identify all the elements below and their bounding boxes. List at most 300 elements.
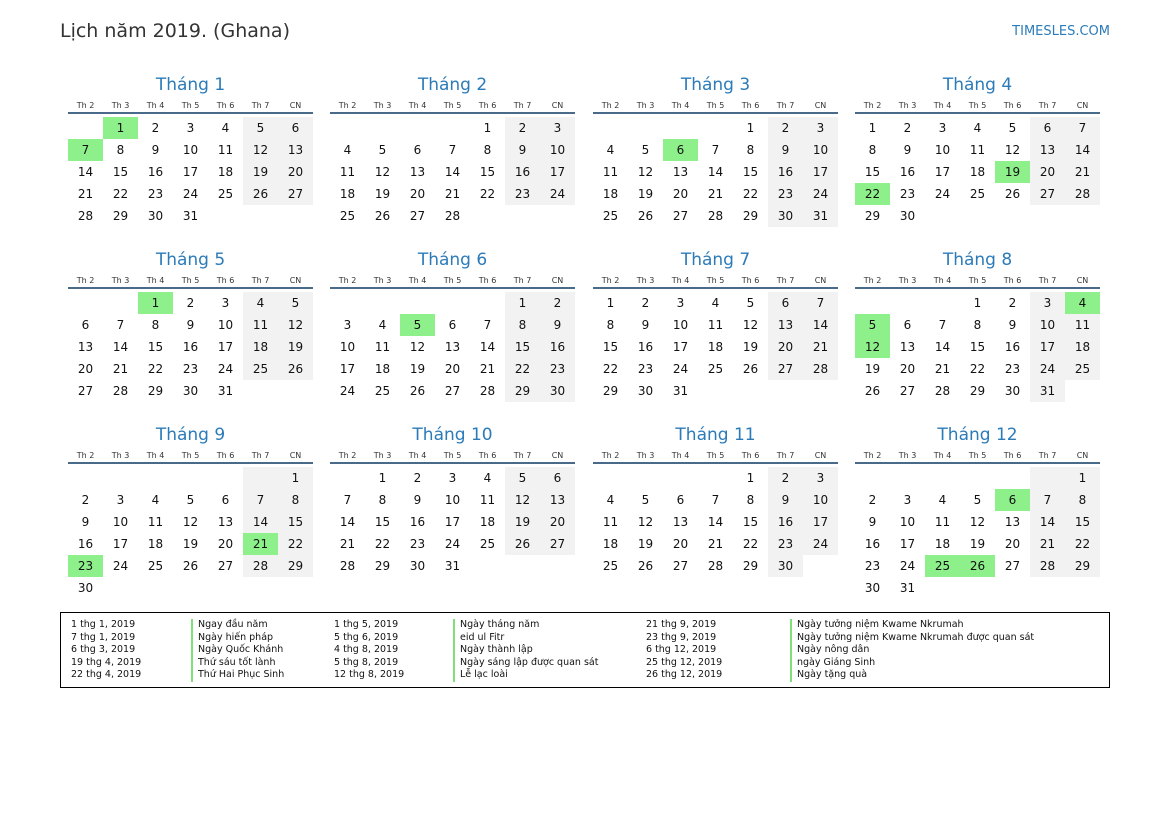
day-cell: 2: [641, 296, 650, 310]
day-cell: 2: [151, 121, 160, 135]
day-cell: 26: [864, 384, 881, 398]
day-grid: [68, 117, 313, 227]
day-cell: 23: [768, 183, 803, 205]
day-cell: 8: [868, 143, 877, 157]
month-title: Tháng 3: [680, 75, 751, 95]
day-cell: 10: [672, 318, 689, 332]
weekday-label: CN: [551, 450, 564, 460]
day-cell: 25: [479, 537, 496, 551]
weekday-label: Th 7: [513, 450, 532, 460]
day-cell: 4: [221, 121, 230, 135]
weekday-label: Th 6: [478, 275, 497, 285]
month-title: Tháng 12: [937, 425, 1018, 445]
day-cell: 7: [343, 493, 352, 507]
legend-date: 26 thg 12, 2019: [646, 669, 723, 680]
month-8: [855, 249, 1100, 402]
day-cell: 20: [672, 537, 689, 551]
day-cell: 12: [278, 314, 313, 336]
day-cell: 19: [409, 362, 426, 376]
day-cell: 18: [374, 362, 391, 376]
day-cell: 29: [742, 209, 759, 223]
weekday-label: Th 3: [111, 100, 130, 110]
day-cell: 11: [934, 515, 951, 529]
months-container: [68, 74, 1102, 614]
day-cell: 15: [1065, 511, 1100, 533]
day-cell: 28: [479, 384, 496, 398]
day-cell: 25: [217, 187, 234, 201]
legend-holiday-name: Ngày thành lập: [453, 644, 598, 657]
holiday-day-cell: 1: [103, 117, 138, 139]
day-cell: 2: [868, 493, 877, 507]
day-cell: 17: [112, 537, 129, 551]
day-cell: 10: [803, 489, 838, 511]
day-cell: 24: [182, 187, 199, 201]
day-cell: 2: [81, 493, 90, 507]
day-cell: 27: [672, 209, 689, 223]
legend-date: 12 thg 8, 2019: [334, 669, 405, 680]
holiday-day-cell: 19: [995, 161, 1030, 183]
day-cell: 8: [973, 318, 982, 332]
weekday-label: Th 5: [181, 100, 200, 110]
legend-holiday-name: Thứ Hai Phục Sinh: [191, 669, 284, 682]
day-cell: 5: [186, 493, 195, 507]
day-cell: 5: [1008, 121, 1017, 135]
weekday-header: [330, 273, 575, 289]
day-cell: 25: [339, 209, 356, 223]
day-cell: 15: [742, 515, 759, 529]
day-cell: 28: [803, 358, 838, 380]
day-cell: 1: [868, 121, 877, 135]
day-cell: 6: [81, 318, 90, 332]
day-cell: 20: [768, 336, 803, 358]
day-grid: [855, 117, 1100, 227]
day-cell: 30: [637, 384, 654, 398]
day-cell: 12: [1004, 143, 1021, 157]
day-cell: 15: [479, 165, 496, 179]
day-cell: 15: [602, 340, 619, 354]
day-cell: 28: [707, 209, 724, 223]
day-cell: 12: [637, 515, 654, 529]
day-cell: 17: [217, 340, 234, 354]
day-cell: 29: [969, 384, 986, 398]
day-cell: 19: [182, 537, 199, 551]
holiday-day-cell: 4: [1065, 292, 1100, 314]
weekday-label: Th 7: [776, 275, 795, 285]
weekday-label: CN: [1076, 100, 1089, 110]
weekday-header: [330, 448, 575, 464]
legend-date: 21 thg 9, 2019: [646, 619, 717, 630]
day-cell: 25: [602, 559, 619, 573]
day-cell: 19: [742, 340, 759, 354]
day-cell: 14: [77, 165, 94, 179]
day-cell: 25: [969, 187, 986, 201]
day-cell: 25: [243, 358, 278, 380]
day-cell: 4: [938, 493, 947, 507]
day-cell: 25: [707, 362, 724, 376]
day-cell: 30: [899, 209, 916, 223]
day-cell: 24: [803, 533, 838, 555]
day-cell: 16: [1004, 340, 1021, 354]
day-cell: 7: [1065, 117, 1100, 139]
empty-cell: [925, 292, 960, 314]
day-cell: 5: [278, 292, 313, 314]
weekday-label: CN: [814, 100, 827, 110]
empty-cell: [68, 467, 103, 489]
legend-holiday-name: Ngày hiến pháp: [191, 632, 284, 645]
empty-cell: [628, 467, 663, 489]
day-cell: 6: [1030, 117, 1065, 139]
day-cell: 14: [803, 314, 838, 336]
day-cell: 14: [1030, 511, 1065, 533]
day-cell: 22: [602, 362, 619, 376]
day-cell: 21: [112, 362, 129, 376]
day-cell: 4: [378, 318, 387, 332]
day-cell: 14: [707, 515, 724, 529]
day-cell: 4: [151, 493, 160, 507]
day-cell: 16: [182, 340, 199, 354]
weekday-label: CN: [814, 275, 827, 285]
weekday-label: Th 3: [898, 450, 917, 460]
day-cell: 5: [641, 493, 650, 507]
day-cell: 11: [479, 493, 496, 507]
day-cell: 31: [803, 205, 838, 227]
day-cell: 30: [768, 555, 803, 577]
day-cell: 29: [112, 209, 129, 223]
day-cell: 6: [278, 117, 313, 139]
day-cell: 18: [339, 187, 356, 201]
day-grid: [855, 467, 1100, 599]
day-cell: 8: [116, 143, 125, 157]
day-grid: [593, 467, 838, 577]
day-cell: 27: [444, 384, 461, 398]
weekday-label: Th 4: [408, 450, 427, 460]
day-cell: 11: [1065, 314, 1100, 336]
day-cell: 16: [409, 515, 426, 529]
day-cell: 7: [243, 489, 278, 511]
day-cell: 22: [374, 537, 391, 551]
day-cell: 5: [973, 493, 982, 507]
day-cell: 31: [217, 384, 234, 398]
day-cell: 22: [742, 187, 759, 201]
day-cell: 13: [672, 515, 689, 529]
day-cell: 9: [505, 139, 540, 161]
day-grid: [855, 292, 1100, 402]
day-cell: 7: [483, 318, 492, 332]
weekday-label: Th 4: [933, 100, 952, 110]
day-cell: 18: [147, 537, 164, 551]
day-cell: 19: [969, 537, 986, 551]
weekday-label: Th 4: [671, 450, 690, 460]
day-cell: 15: [147, 340, 164, 354]
day-cell: 22: [969, 362, 986, 376]
day-cell: 16: [768, 161, 803, 183]
weekday-label: Th 6: [741, 450, 760, 460]
day-cell: 12: [374, 165, 391, 179]
day-cell: 19: [637, 187, 654, 201]
day-cell: 24: [803, 183, 838, 205]
day-cell: 3: [676, 296, 685, 310]
weekday-label: Th 3: [111, 275, 130, 285]
day-cell: 14: [112, 340, 129, 354]
day-cell: 27: [672, 559, 689, 573]
day-cell: 3: [221, 296, 230, 310]
day-cell: 21: [444, 187, 461, 201]
day-cell: 4: [483, 471, 492, 485]
weekday-label: Th 2: [76, 450, 95, 460]
weekday-label: Th 4: [671, 275, 690, 285]
holiday-day-cell: 1: [138, 292, 173, 314]
empty-cell: [593, 117, 628, 139]
weekday-label: Th 5: [968, 275, 987, 285]
day-cell: 2: [1008, 296, 1017, 310]
holiday-day-cell: 6: [995, 489, 1030, 511]
weekday-label: Th 7: [251, 275, 270, 285]
weekday-label: CN: [1076, 450, 1089, 460]
day-cell: 19: [864, 362, 881, 376]
day-cell: 1: [746, 121, 755, 135]
day-cell: 4: [973, 121, 982, 135]
day-cell: 17: [934, 165, 951, 179]
day-cell: 25: [147, 559, 164, 573]
day-cell: 9: [540, 314, 575, 336]
month-10: [330, 424, 575, 577]
empty-cell: [995, 467, 1030, 489]
weekday-label: Th 5: [181, 275, 200, 285]
legend-date: 1 thg 5, 2019: [334, 619, 399, 630]
weekday-label: Th 3: [373, 450, 392, 460]
day-cell: 2: [505, 117, 540, 139]
day-cell: 18: [707, 340, 724, 354]
day-cell: 13: [217, 515, 234, 529]
day-grid: [68, 467, 313, 599]
empty-cell: [330, 292, 365, 314]
day-cell: 27: [540, 533, 575, 555]
month-title: Tháng 1: [155, 75, 226, 95]
empty-cell: [330, 117, 365, 139]
weekday-label: Th 4: [671, 100, 690, 110]
day-cell: 3: [448, 471, 457, 485]
month-6: [330, 249, 575, 402]
weekday-label: Th 2: [601, 100, 620, 110]
day-cell: 26: [182, 559, 199, 573]
weekday-label: Th 3: [373, 275, 392, 285]
day-cell: 3: [186, 121, 195, 135]
day-cell: 22: [278, 533, 313, 555]
day-cell: 13: [899, 340, 916, 354]
day-cell: 9: [1008, 318, 1017, 332]
day-cell: 12: [742, 318, 759, 332]
month-title: Tháng 5: [155, 250, 226, 270]
day-cell: 26: [637, 209, 654, 223]
day-cell: 6: [540, 467, 575, 489]
day-cell: 4: [711, 296, 720, 310]
weekday-label: Th 3: [636, 275, 655, 285]
legend-holiday-name: Ngày sáng lập được quan sát: [453, 657, 598, 670]
day-cell: 21: [934, 362, 951, 376]
day-cell: 9: [641, 318, 650, 332]
weekday-label: CN: [289, 275, 302, 285]
month-title: Tháng 8: [942, 250, 1013, 270]
day-cell: 16: [505, 161, 540, 183]
day-cell: 15: [505, 336, 540, 358]
day-cell: 19: [637, 537, 654, 551]
day-cell: 14: [707, 165, 724, 179]
day-cell: 23: [768, 533, 803, 555]
weekday-label: Th 5: [968, 100, 987, 110]
weekday-label: Th 2: [338, 100, 357, 110]
holiday-day-cell: 6: [663, 139, 698, 161]
day-cell: 24: [444, 537, 461, 551]
empty-cell: [400, 117, 435, 139]
empty-cell: [365, 117, 400, 139]
weekday-header: [855, 448, 1100, 464]
weekday-header: [330, 98, 575, 114]
weekday-label: Th 3: [111, 450, 130, 460]
legend-date: 1 thg 1, 2019: [71, 619, 136, 630]
day-cell: 29: [147, 384, 164, 398]
day-cell: 13: [672, 165, 689, 179]
day-cell: 23: [182, 362, 199, 376]
day-cell: 2: [186, 296, 195, 310]
month-2: [330, 74, 575, 227]
day-cell: 13: [540, 489, 575, 511]
day-cell: 2: [413, 471, 422, 485]
weekday-label: Th 3: [373, 100, 392, 110]
day-cell: 14: [1065, 139, 1100, 161]
holiday-day-cell: 5: [400, 314, 435, 336]
day-cell: 29: [864, 209, 881, 223]
legend-date: 6 thg 3, 2019: [71, 644, 136, 655]
day-cell: 7: [711, 143, 720, 157]
day-cell: 30: [540, 380, 575, 402]
weekday-label: Th 7: [251, 100, 270, 110]
legend-names-col-2: [453, 619, 598, 682]
weekday-header: [593, 273, 838, 289]
legend-holiday-name: Ngày tháng năm: [453, 619, 598, 632]
day-cell: 20: [1004, 537, 1021, 551]
day-cell: 20: [217, 537, 234, 551]
day-cell: 13: [768, 314, 803, 336]
day-cell: 23: [505, 183, 540, 205]
day-cell: 17: [182, 165, 199, 179]
day-cell: 12: [243, 139, 278, 161]
month-5: [68, 249, 313, 402]
month-title: Tháng 6: [417, 250, 488, 270]
month-7: [593, 249, 838, 402]
holiday-legend: [60, 612, 1110, 688]
day-cell: 20: [899, 362, 916, 376]
weekday-label: Th 7: [776, 100, 795, 110]
legend-holiday-name: ngày Giáng Sinh: [790, 657, 1034, 670]
weekday-label: Th 5: [181, 450, 200, 460]
day-cell: 29: [278, 555, 313, 577]
site-link[interactable]: TIMESLES.COM: [1012, 24, 1110, 39]
day-cell: 10: [339, 340, 356, 354]
day-cell: 15: [864, 165, 881, 179]
month-title: Tháng 11: [675, 425, 756, 445]
day-cell: 10: [934, 143, 951, 157]
day-cell: 30: [147, 209, 164, 223]
legend-holiday-name: Ngày tưởng niệm Kwame Nkrumah được quan sát: [790, 632, 1034, 645]
holiday-day-cell: 5: [855, 314, 890, 336]
day-cell: 22: [505, 358, 540, 380]
day-cell: 21: [479, 362, 496, 376]
day-cell: 21: [77, 187, 94, 201]
day-cell: 16: [637, 340, 654, 354]
weekday-label: Th 2: [863, 275, 882, 285]
weekday-label: Th 2: [863, 100, 882, 110]
day-cell: 22: [147, 362, 164, 376]
day-cell: 11: [243, 314, 278, 336]
day-cell: 13: [278, 139, 313, 161]
day-cell: 26: [742, 362, 759, 376]
day-cell: 24: [934, 187, 951, 201]
day-cell: 11: [602, 165, 619, 179]
day-cell: 31: [899, 581, 916, 595]
day-cell: 27: [409, 209, 426, 223]
day-cell: 9: [903, 143, 912, 157]
empty-cell: [435, 292, 470, 314]
legend-holiday-name: Thứ sáu tốt lành: [191, 657, 284, 670]
day-cell: 22: [742, 537, 759, 551]
day-cell: 31: [444, 559, 461, 573]
day-cell: 29: [742, 559, 759, 573]
day-cell: 3: [1030, 292, 1065, 314]
day-cell: 30: [864, 581, 881, 595]
day-cell: 13: [444, 340, 461, 354]
holiday-day-cell: 21: [243, 533, 278, 555]
month-9: [68, 424, 313, 599]
weekday-label: CN: [551, 100, 564, 110]
day-cell: 20: [672, 187, 689, 201]
day-cell: 1: [1065, 467, 1100, 489]
legend-date: 19 thg 4, 2019: [71, 656, 142, 668]
day-cell: 6: [903, 318, 912, 332]
day-cell: 12: [182, 515, 199, 529]
day-cell: 11: [374, 340, 391, 354]
day-cell: 11: [147, 515, 164, 529]
day-cell: 10: [899, 515, 916, 529]
month-title: Tháng 2: [417, 75, 488, 95]
weekday-label: Th 5: [443, 100, 462, 110]
day-cell: 6: [221, 493, 230, 507]
day-grid: [330, 117, 575, 227]
empty-cell: [960, 467, 995, 489]
weekday-label: Th 2: [76, 275, 95, 285]
weekday-header: [593, 98, 838, 114]
day-cell: 1: [483, 121, 492, 135]
day-cell: 25: [374, 384, 391, 398]
day-grid: [593, 292, 838, 402]
legend-date: 6 thg 12, 2019: [646, 644, 717, 655]
weekday-label: Th 2: [863, 450, 882, 460]
weekday-label: Th 3: [898, 100, 917, 110]
day-cell: 12: [637, 165, 654, 179]
empty-cell: [663, 467, 698, 489]
day-cell: 28: [112, 384, 129, 398]
day-cell: 14: [339, 515, 356, 529]
day-cell: 6: [448, 318, 457, 332]
day-cell: 24: [899, 559, 916, 573]
day-cell: 4: [606, 493, 615, 507]
weekday-header: [855, 98, 1100, 114]
day-cell: 30: [1004, 384, 1021, 398]
day-cell: 5: [505, 467, 540, 489]
holiday-day-cell: 12: [855, 336, 890, 358]
empty-cell: [593, 467, 628, 489]
weekday-label: Th 2: [76, 100, 95, 110]
day-cell: 22: [479, 187, 496, 201]
